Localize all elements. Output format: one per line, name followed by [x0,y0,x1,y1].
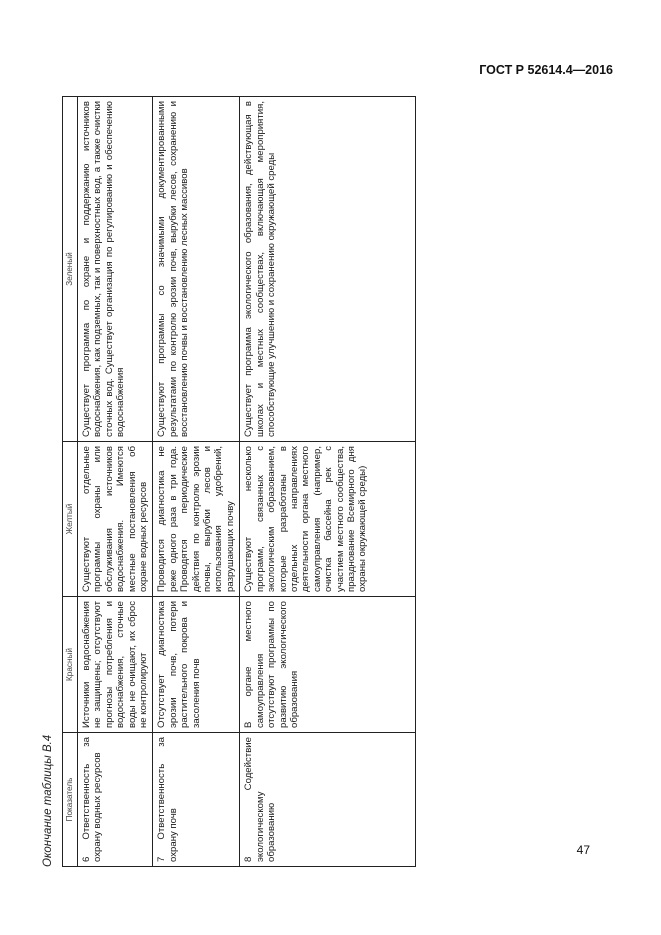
indicator-table [62,96,416,867]
yellow-cell: Проводится диагностика не реже одного раза в три года. Проводятся периодические действия по контролю эрозии почвы, вырубки лесов и использования удобрений, разрушающих почву [153,442,240,597]
green-cell: Существует программа по охране и поддержанию источников водоснабжения, как подземных, так и поверхностных вод, а также очистки сточных вод. Существует организация по регулированию и обеспечению водоснабжения [78,97,153,442]
indicator-cell: 6 Ответственность за охрану водных ресурсов [78,733,153,867]
red-cell: Отсутствует диагностика эрозии почв, потери растительного покрова и засоления почв [153,597,240,733]
green-cell: Существует программа экологического образования, действующая в школах и местных сообществах, включающая мероприятия, способствующие улучшению и сохранению окружающей среды [240,97,416,442]
page-number: 47 [576,843,590,857]
yellow-cell: Существуют несколько программ, связанных с экологическим образованием, которые разработаны в отдельных направлениях деятельности органа местного самоуправления (например, очистка бассейна рек с участием местного сообщества, празднование Всемирного дня охраны окружающей среды) [240,442,416,597]
table-caption: Окончание таблицы В.4 [42,734,54,867]
column-header-red: Красный [63,597,78,733]
table-row [153,97,240,867]
table-row [240,97,416,867]
column-header-yellow: Желтый [63,442,78,597]
standard-designation: ГОСТ Р 52614.4—2016 [479,63,613,77]
table-row [78,97,153,867]
red-cell: В органе местного самоуправления отсутствуют программы по развитию экологического образования [240,597,416,733]
green-cell: Существуют программы со значимыми документированными результатами по контролю эрозии почв, вырубки лесов, сохранению и восстановлению почвы и восстановлению лесных массивов [153,97,240,442]
indicator-cell: 8 Содействие экологическому образованию [240,733,416,867]
rotated-table-page [40,97,395,867]
red-cell: Источники водоснабжения не защищены; отсутствуют прогнозы потребления и водоснабжения, сточные воды не очищают, их сброс не контролируют [78,597,153,733]
yellow-cell: Существуют отдельные программы охраны или обслуживания источников водоснабжения. Имеются местные постановления об охране водных ресурсов [78,442,153,597]
indicator-cell: 7 Ответственность за охрану почв [153,733,240,867]
column-header-green: Зеленый [63,97,78,442]
column-header-indicator: Показатель [63,733,78,867]
table-header-row [63,97,78,867]
